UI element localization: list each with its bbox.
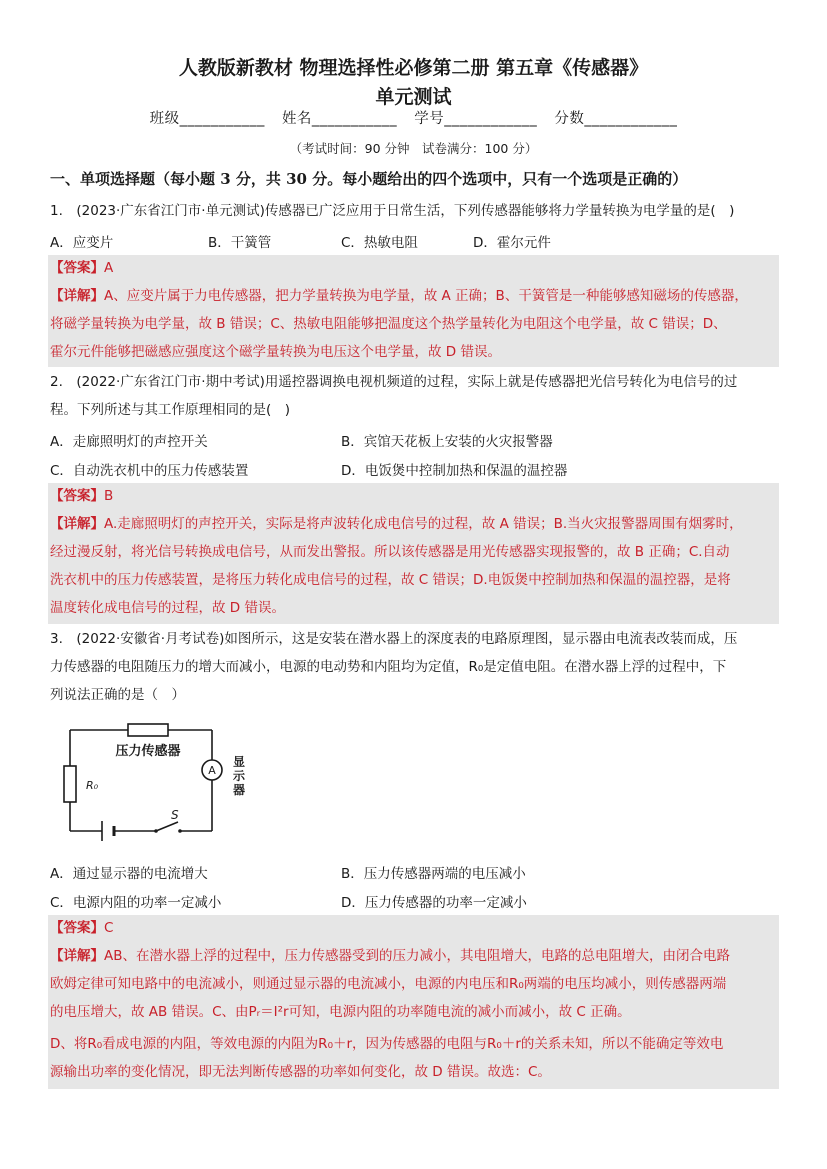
q3-option-a: A．通过显示器的电流增大	[50, 866, 208, 882]
student-info-row	[0, 107, 827, 128]
q1-answer: 【答案】A	[50, 260, 114, 276]
q3-detail-line-2: 欧姆定律可知电路中的电流减小，则通过显示器的电流减小，电源的内电压和R₀两端的电压均减小，则传感器两端	[50, 976, 727, 992]
q3-answer: 【答案】C	[50, 920, 114, 936]
sensor-label: 压力传感器	[115, 744, 181, 759]
q3-option-b: B．压力传感器两端的电压减小	[341, 866, 526, 882]
q2-detail-line-1: 【详解】A.走廊照明灯的声控开关，实际是将声波转化成电信号的过程，故 A 错误；B.当火灾报警器周围有烟雾时，	[50, 516, 743, 532]
q3-option-c: C．电源内阻的功率一定减小	[50, 895, 222, 911]
circuit-diagram	[58, 718, 258, 843]
switch-blade	[156, 822, 178, 831]
q1-option-a: A．应变片	[50, 235, 114, 251]
section-heading: 一、单项选择题（每小题 3 分，共 30 分。每小题给出的四个选项中，只有一个选项是正确的）	[50, 170, 688, 188]
q3-detail-line-3: 的电压增大，故 AB 错误。C、由Pᵣ＝I²r可知，电源内阻的功率随电流的减小而减小，故 C 正确。	[50, 1004, 631, 1020]
q2-option-b: B．宾馆天花板上安装的火灾报警器	[341, 434, 553, 450]
question-2-stem-line-1: 2. (2022·广东省江门市·期中考试)用遥控器调换电视机频道的过程，实际上就是传感器把光信号转化为电信号的过	[50, 374, 738, 390]
q3-detail-line-4: D、将R₀看成电源的内阻，等效电源的内阻为R₀＋r，因为传感器的电阻与R₀＋r的关系未知，所以不能确定等效电	[50, 1036, 724, 1052]
pressure-sensor-symbol	[128, 724, 168, 736]
r0-label: R₀	[86, 779, 99, 792]
score-field: 分数____________	[554, 111, 678, 127]
class-field: 班级___________	[149, 111, 265, 127]
page-title: 人教版新教材 物理选择性必修第二册 第五章《传感器》	[178, 57, 649, 79]
q3-option-d: D．压力传感器的功率一定减小	[341, 895, 527, 911]
q2-detail-line-2: 经过漫反射，将光信号转换成电信号，从而发出警报。所以该传感器是用光传感器实现报警的，故 B 正确；C.自动	[50, 544, 730, 560]
question-3-stem-line-2: 力传感器的电阻随压力的增大而减小，电源的电动势和内阻均为定值，R₀是定值电阻。在潜水器上浮的过程中，下	[50, 659, 727, 675]
question-1-stem: 1. (2023·广东省江门市·单元测试)传感器已广泛应用于日常生活，下列传感器能够将力学量转换为电学量的是( )	[50, 203, 735, 219]
q2-option-d: D．电饭煲中控制加热和保温的温控器	[341, 463, 568, 479]
exam-time-note: （考试时间：90 分钟 试卷满分：100 分）	[289, 141, 538, 156]
r0-resistor-symbol	[64, 766, 76, 802]
q3-detail-line-1: 【详解】AB、在潜水器上浮的过程中，压力传感器受到的压力减小，其电阻增大，电路的总电阻增大，由闭合电路	[50, 948, 730, 964]
q1-option-d: D．霍尔元件	[473, 235, 551, 251]
page-subtitle: 单元测试	[375, 86, 452, 108]
q1-detail-line-1: 【详解】A、应变片属于力电传感器，把力学量转换为电学量，故 A 正确；B、干簧管是一种能够感知磁场的传感器，	[50, 288, 748, 304]
q1-option-b: B．干簧管	[208, 235, 272, 251]
switch-label: S	[171, 808, 179, 822]
q1-detail-line-3: 霍尔元件能够把磁感应强度这个磁学量转换为电压这个电学量，故 D 错误。	[50, 344, 501, 360]
question-3-stem-line-3: 列说法正确的是（ ）	[50, 687, 185, 703]
q1-option-c: C．热敏电阻	[341, 235, 418, 251]
battery-symbol	[102, 821, 114, 841]
id-field: 学号____________	[414, 111, 538, 127]
q2-detail-line-4: 温度转化成电信号的过程，故 D 错误。	[50, 600, 285, 616]
display-label: 显示器	[233, 755, 246, 797]
q2-detail-line-3: 洗衣机中的压力传感装置，是将压力转化成电信号的过程，故 C 错误；D.电饭煲中控制加热和保温的温控器，是将	[50, 572, 731, 588]
ammeter-label: A	[208, 764, 216, 777]
question-2-stem-line-2: 程。下列所述与其工作原理相同的是( )	[50, 402, 291, 418]
question-3-stem-line-1: 3. (2022·安徽省·月考试卷)如图所示，这是安装在潜水器上的深度表的电路原理图，显示器由电流表改装而成，压	[50, 631, 738, 647]
q3-detail-line-5: 源输出功率的变化情况，即无法判断传感器的功率如何变化，故 D 错误。故选：C。	[50, 1064, 551, 1080]
name-field: 姓名___________	[281, 111, 398, 127]
q2-answer: 【答案】B	[50, 488, 114, 504]
q1-detail-line-2: 将磁学量转换为电学量，故 B 错误；C、热敏电阻能够把温度这个热学量转化为电阻这个电学量，故 C 错误；D、	[50, 316, 727, 332]
q2-option-a: A．走廊照明灯的声控开关	[50, 434, 208, 450]
q2-option-c: C．自动洗衣机中的压力传感装置	[50, 463, 249, 479]
